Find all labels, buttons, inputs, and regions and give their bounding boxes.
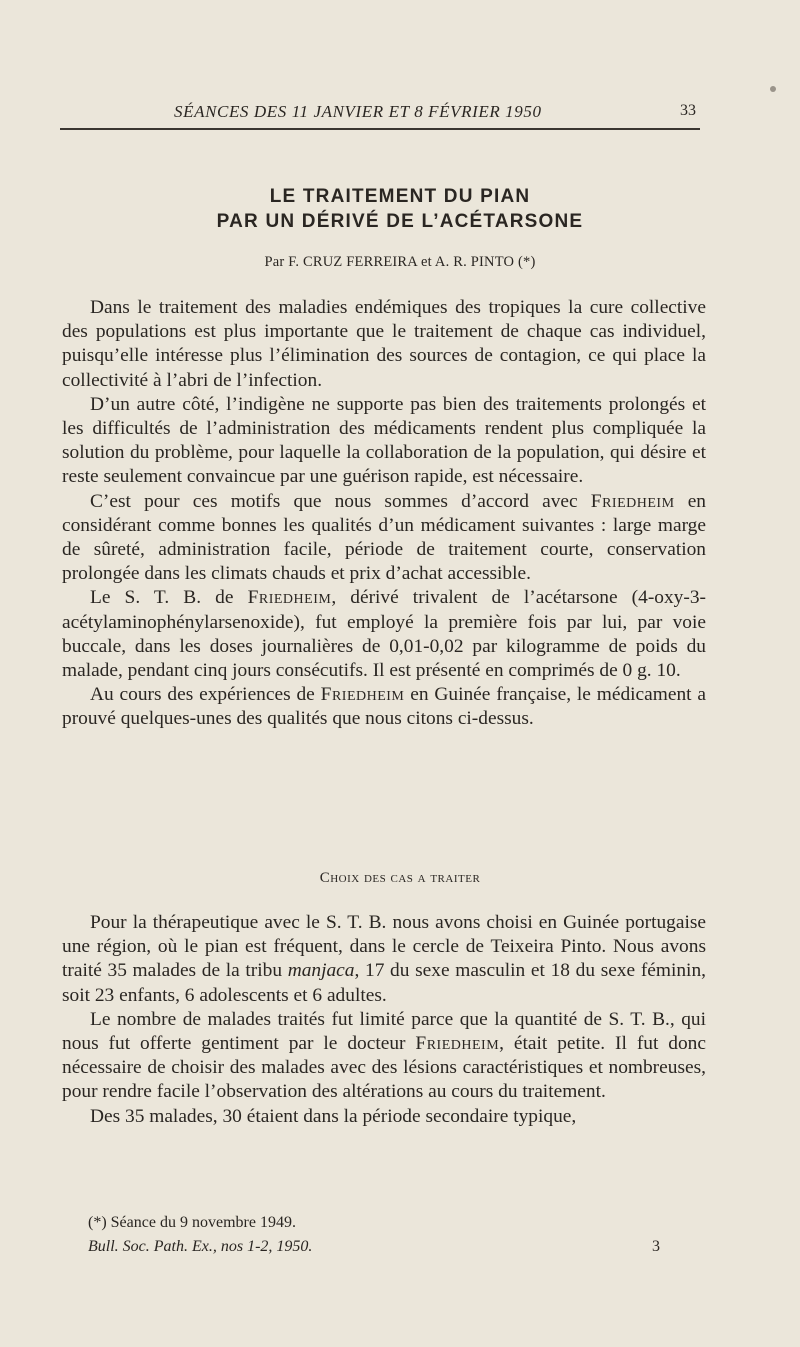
tribe-name: manjaca bbox=[287, 960, 355, 982]
paper-spot bbox=[770, 86, 776, 92]
article-title bbox=[0, 184, 800, 234]
paragraph-2: D’un autre côté, l’indigène ne supporte pas bien des traitements prolongés et les difficultés de l’administration des médicaments rendent plus compliquée la solution du problème, pour laquelle la collaboration de la population, qui désire et reste seulement convaincue par une guérison rapide, est nécessaire. bbox=[62, 393, 706, 488]
paragraph-3 bbox=[62, 490, 706, 587]
body-text-2 bbox=[62, 911, 706, 1129]
author-name-friedheim: Friedheim bbox=[320, 684, 405, 706]
paragraph-4-text-b: , dérivé trivalent de l’acétarsone (4-oxy-3-acétylaminophénylarsenoxide), fut employé la première fois par lui, par voie buccale, dans les doses journalières de 0,01-0,02 par kilogramme de poids du malade, pendant cinq jours consécutifs. Il est présenté en comprimés de 0 g. 10. bbox=[62, 587, 706, 682]
paragraph-4 bbox=[62, 586, 706, 683]
paragraph-7 bbox=[62, 1008, 706, 1105]
article-title-line-1: LE TRAITEMENT DU PIAN bbox=[269, 186, 531, 207]
page-number: 33 bbox=[680, 102, 696, 119]
paragraph-5 bbox=[62, 683, 706, 731]
paragraph-1: Dans le traitement des maladies endémiques des tropiques la cure collective des populations est plus importante que le traitement de chaque cas individuel, puisqu’elle intéresse plus l’élimination des sources de contagion, ce qui place la collectivité à l’abri de l’infection. bbox=[62, 297, 706, 391]
author-name-friedheim: Friedheim bbox=[415, 1033, 500, 1055]
footnote-1: (*) Séance du 9 novembre 1949. bbox=[88, 1214, 296, 1231]
paragraph-3-text-b: en considérant comme bonnes les qualités d’un médicament suivantes : large marge de sûreté, administration facile, période de traitement courte, conservation prolongée dans les climats chauds et prix d’achat accessible. bbox=[62, 490, 706, 585]
paragraph-7-text-b: , était petite. Il fut donc nécessaire de choisir des malades avec des lésions caractéristiques et nombreuses, pour rendre facile l’observation des altérations au cours du traitement. bbox=[62, 1033, 706, 1103]
paragraph-6-text-a: Pour la thérapeutique avec le S. T. B. nous avons choisi en Guinée portugaise une région, où le pian est fréquent, dans le cercle de Teixeira Pinto. Nous avons traité 35 malades de la tribu bbox=[62, 912, 706, 982]
paragraph-6-text-b: , 17 du sexe masculin et 18 du sexe féminin, soit 23 enfants, 6 adolescents et 6 adultes. bbox=[62, 960, 706, 1006]
body-text-1 bbox=[62, 296, 706, 732]
author-name-friedheim: Friedheim bbox=[247, 587, 332, 609]
paragraph-3-text-a: C’est pour ces motifs que nous sommes d’accord avec bbox=[90, 490, 578, 512]
byline: Par F. CRUZ FERREIRA et A. R. PINTO (*) bbox=[264, 254, 536, 270]
author-name-friedheim: Friedheim bbox=[590, 490, 675, 512]
running-head bbox=[60, 102, 700, 130]
footnote-2 bbox=[88, 1235, 668, 1259]
paragraph-7-text-a: Le nombre de malades traités fut limité parce que la quantité de S. T. B., qui nous fut offerte gentiment par le docteur bbox=[62, 1008, 706, 1055]
paragraph-6 bbox=[62, 911, 706, 1008]
signature-number: 3 bbox=[652, 1238, 660, 1255]
paragraph-5-text-b: en Guinée française, le médicament a prouvé quelques-unes des qualités que nous citons ci-dessus. bbox=[62, 684, 706, 730]
paragraph-5-text-a: Au cours des expériences de bbox=[90, 684, 315, 706]
paragraph-4-text-a: Le S. T. B. de bbox=[90, 587, 234, 609]
section-heading: Choix des cas a traiter bbox=[319, 870, 481, 886]
running-head-title: SÉANCES DES 11 JANVIER ET 8 FÉVRIER 1950 bbox=[174, 102, 542, 121]
journal-citation: Bull. Soc. Path. Ex., nos 1-2, 1950. bbox=[88, 1238, 313, 1255]
paragraph-8: Des 35 malades, 30 étaient dans la période secondaire typique, bbox=[90, 1105, 577, 1127]
article-title-line-2: PAR UN DÉRIVÉ DE L’ACÉTARSONE bbox=[216, 211, 584, 232]
footnotes bbox=[88, 1211, 668, 1259]
